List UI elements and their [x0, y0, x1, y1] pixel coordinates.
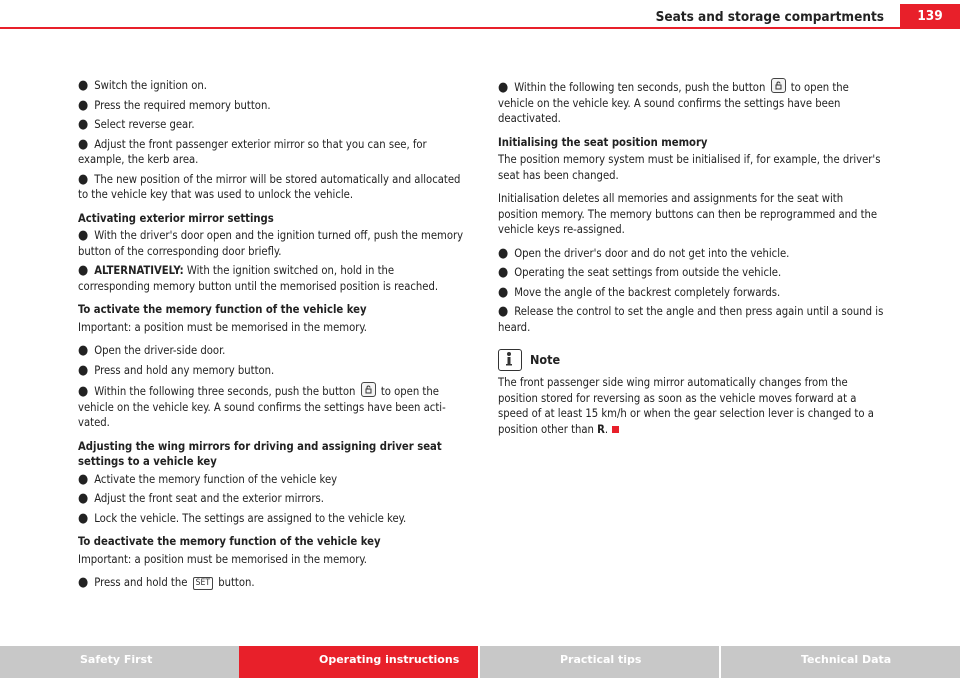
- list-item: ● Activate the memory function of the vehicle key: [78, 471, 338, 487]
- bullet-icon: ●: [498, 245, 509, 261]
- bullet-icon: ●: [78, 97, 89, 113]
- unlock-key-icon: [771, 78, 786, 93]
- page-number-badge: 139: [900, 4, 960, 28]
- bullet-icon: ●: [78, 510, 89, 526]
- bullet-icon: ●: [78, 491, 89, 506]
- header-rule: [0, 27, 960, 29]
- note-icon: [498, 349, 522, 371]
- gear-r-label: R: [597, 422, 605, 436]
- bullet-icon: ●: [78, 117, 89, 132]
- bullet-icon: ●: [78, 136, 89, 152]
- list-item: ● Operating the seat settings from outside the vehicle.: [498, 265, 782, 280]
- list-item: ● With the driver's door open and the ignition turned off, push the memory button of the corresponding door briefly.: [78, 228, 464, 258]
- list-item: ● Release the control to set the angle and then press again until a sound is heard.: [498, 304, 884, 334]
- footer-tab-practical-tips[interactable]: Practical tips: [478, 646, 719, 678]
- list-item: ● Adjust the front seat and the exterior mirrors.: [78, 491, 324, 506]
- bullet-icon: ●: [78, 78, 89, 93]
- section-heading: Initialising the seat position memory: [498, 135, 708, 149]
- list-item: ● The new position of the mirror will be stored automatically and allocated to the vehicle key that was used to unlock the vehicle.: [78, 171, 461, 201]
- important-text: Important: a position must be memorised in the memory.: [78, 320, 367, 334]
- bullet-icon: ●: [498, 80, 509, 95]
- list-item: ● Within the following three seconds, push the button to open the vehicle on the vehicle key. A sound confirms the settings have been acti-vated.: [78, 384, 446, 429]
- footer-tab-technical-data[interactable]: Technical Data: [719, 646, 960, 678]
- end-of-section-marker: [612, 426, 619, 433]
- bullet-icon: ●: [78, 171, 89, 187]
- list-item: ● Open the driver's door and do not get into the vehicle.: [498, 245, 790, 261]
- set-key-icon: SET: [193, 577, 213, 590]
- important-text: Important: a position must be memorised in the memory.: [78, 552, 367, 566]
- unlock-key-icon: [361, 382, 376, 397]
- footer-nav: [0, 646, 960, 678]
- bullet-icon: ●: [498, 265, 509, 280]
- left-column: [78, 78, 464, 595]
- section-heading: To activate the memory function of the vehicle key: [78, 303, 367, 316]
- list-item: ● Open the driver-side door.: [78, 343, 226, 358]
- right-column: [498, 78, 886, 441]
- list-item: ● Lock the vehicle. The settings are assigned to the vehicle key.: [78, 510, 407, 526]
- bullet-icon: ●: [498, 304, 509, 319]
- bullet-icon: ●: [78, 384, 89, 399]
- section-heading: Activating exterior mirror settings: [78, 211, 274, 225]
- list-item: ● ALTERNATIVELY: With the ignition switched on, hold in the corresponding memory button until the memorised position is reached.: [78, 263, 439, 293]
- footer-tab-safety-first[interactable]: Safety First: [0, 646, 239, 678]
- list-item: ● Press and hold the SET button.: [78, 575, 255, 590]
- paragraph: The position memory system must be initialised if, for example, the driver's seat has been changed.: [498, 153, 881, 182]
- bullet-icon: ●: [78, 362, 89, 378]
- footer-tab-operating-instructions[interactable]: Operating instructions: [239, 646, 478, 678]
- bullet-icon: ●: [78, 263, 89, 278]
- list-item: ● Adjust the front passenger exterior mirror so that you can see, for example, the kerb area.: [78, 136, 427, 166]
- list-item: ● Switch the ignition on.: [78, 78, 207, 93]
- list-item: ● Move the angle of the backrest completely forwards.: [498, 284, 781, 300]
- bullet-icon: ●: [78, 471, 89, 487]
- note-title: Note: [530, 352, 561, 368]
- paragraph: Initialisation deletes all memories and assignments for the seat with position memory. The memory buttons can then be reprogrammed and the vehicle keys re-assigned.: [498, 192, 878, 236]
- bullet-icon: ●: [78, 343, 89, 358]
- bullet-icon: ●: [78, 575, 89, 590]
- list-item: ● Within the following ten seconds, push the button to open the vehicle on the vehicle key. A sound confirms the settings have been deactivated.: [498, 80, 849, 125]
- list-item: ● Press the required memory button.: [78, 97, 271, 113]
- list-item: ● Press and hold any memory button.: [78, 362, 275, 378]
- alternatively-label: ALTERNATIVELY:: [94, 264, 184, 277]
- section-heading: Adjusting the wing mirrors for driving and assigning driver seat settings to a vehicle key: [78, 439, 442, 468]
- note-header: [498, 349, 886, 371]
- list-item: ● Select reverse gear.: [78, 117, 195, 132]
- note-text: The front passenger side wing mirror automatically changes from the position stored for reversing as soon as the vehicle moves forward at a speed of at least 15 km/h or when the gear selection lever is changed to a position other than R.: [498, 376, 874, 436]
- header-title: Seats and storage compartments: [655, 9, 884, 25]
- section-heading: To deactivate the memory function of the vehicle key: [78, 535, 381, 548]
- bullet-icon: ●: [498, 284, 509, 300]
- bullet-icon: ●: [78, 228, 89, 243]
